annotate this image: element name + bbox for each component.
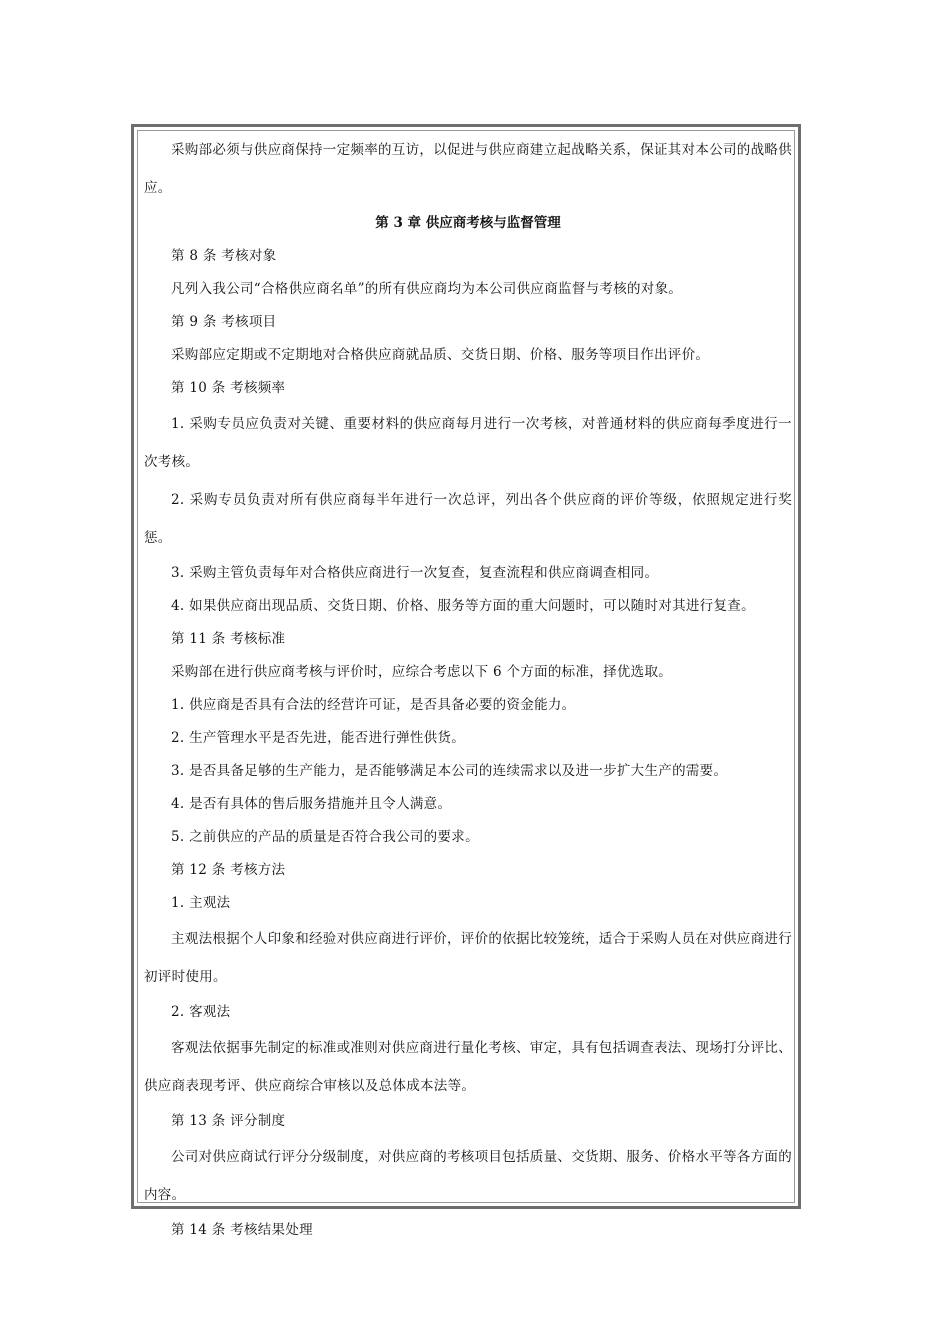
- article-10-item-2: 2. 采购专员负责对所有供应商每半年进行一次总评，列出各个供应商的评价等级，依照规定进行奖惩。: [144, 492, 792, 546]
- article-12-heading: 第 12 条 考核方法: [171, 862, 286, 878]
- article-10-item-3: 3. 采购主管负责每年对合格供应商进行一次复查，复查流程和供应商调查相同。: [171, 565, 659, 581]
- article-12-method-1-title: 1. 主观法: [171, 895, 231, 911]
- article-10-heading: 第 10 条 考核频率: [171, 380, 286, 396]
- article-9-heading: 第 9 条 考核项目: [171, 314, 277, 330]
- article-12-method-1-body: 主观法根据个人印象和经验对供应商进行评价，评价的依据比较笼统，适合于采购人员在对供应商进行初评时使用。: [144, 931, 792, 985]
- article-12-method-2-title: 2. 客观法: [171, 1004, 231, 1020]
- article-8-heading: 第 8 条 考核对象: [171, 248, 277, 264]
- chapter-title: 第 3 章 供应商考核与监督管理: [375, 215, 561, 231]
- article-11-item-3: 3. 是否具备足够的生产能力，是否能够满足本公司的连续需求以及进一步扩大生产的需要。: [171, 763, 728, 779]
- article-10-item-1: 1. 采购专员应负责对关键、重要材料的供应商每月进行一次考核，对普通材料的供应商每季度进行一次考核。: [144, 416, 792, 470]
- article-11-intro: 采购部在进行供应商考核与评价时，应综合考虑以下 6 个方面的标准，择优选取。: [171, 664, 673, 680]
- article-8-body: 凡列入我公司“合格供应商名单”的所有供应商均为本公司供应商监督与考核的对象。: [171, 281, 683, 297]
- article-11-item-1: 1. 供应商是否具有合法的经营许可证，是否具备必要的资金能力。: [171, 697, 576, 713]
- article-13-heading: 第 13 条 评分制度: [171, 1113, 286, 1129]
- article-11-item-2: 2. 生产管理水平是否先进，能否进行弹性供货。: [171, 730, 466, 746]
- article-14-heading: 第 14 条 考核结果处理: [171, 1222, 313, 1238]
- document-frame: [131, 124, 801, 1238]
- article-11-item-4: 4. 是否有具体的售后服务措施并且令人满意。: [171, 796, 452, 812]
- intro-paragraph: 采购部必须与供应商保持一定频率的互访，以促进与供应商建立起战略关系，保证其对本公司的战略供应。: [144, 142, 792, 196]
- article-11-heading: 第 11 条 考核标准: [171, 631, 286, 647]
- article-10-item-4: 4. 如果供应商出现品质、交货日期、价格、服务等方面的重大问题时，可以随时对其进行复查。: [171, 598, 755, 614]
- article-13-body: 公司对供应商试行评分分级制度，对供应商的考核项目包括质量、交货期、服务、价格水平等各方面的内容。: [144, 1149, 792, 1203]
- article-9-body: 采购部应定期或不定期地对合格供应商就品质、交货日期、价格、服务等项目作出评价。: [171, 347, 710, 363]
- document-content: [144, 131, 792, 1247]
- article-12-method-2-body: 客观法依据事先制定的标准或准则对供应商进行量化考核、审定，具有包括调查表法、现场打分评比、供应商表现考评、供应商综合审核以及总体成本法等。: [144, 1040, 792, 1094]
- article-11-item-5: 5. 之前供应的产品的质量是否符合我公司的要求。: [171, 829, 479, 845]
